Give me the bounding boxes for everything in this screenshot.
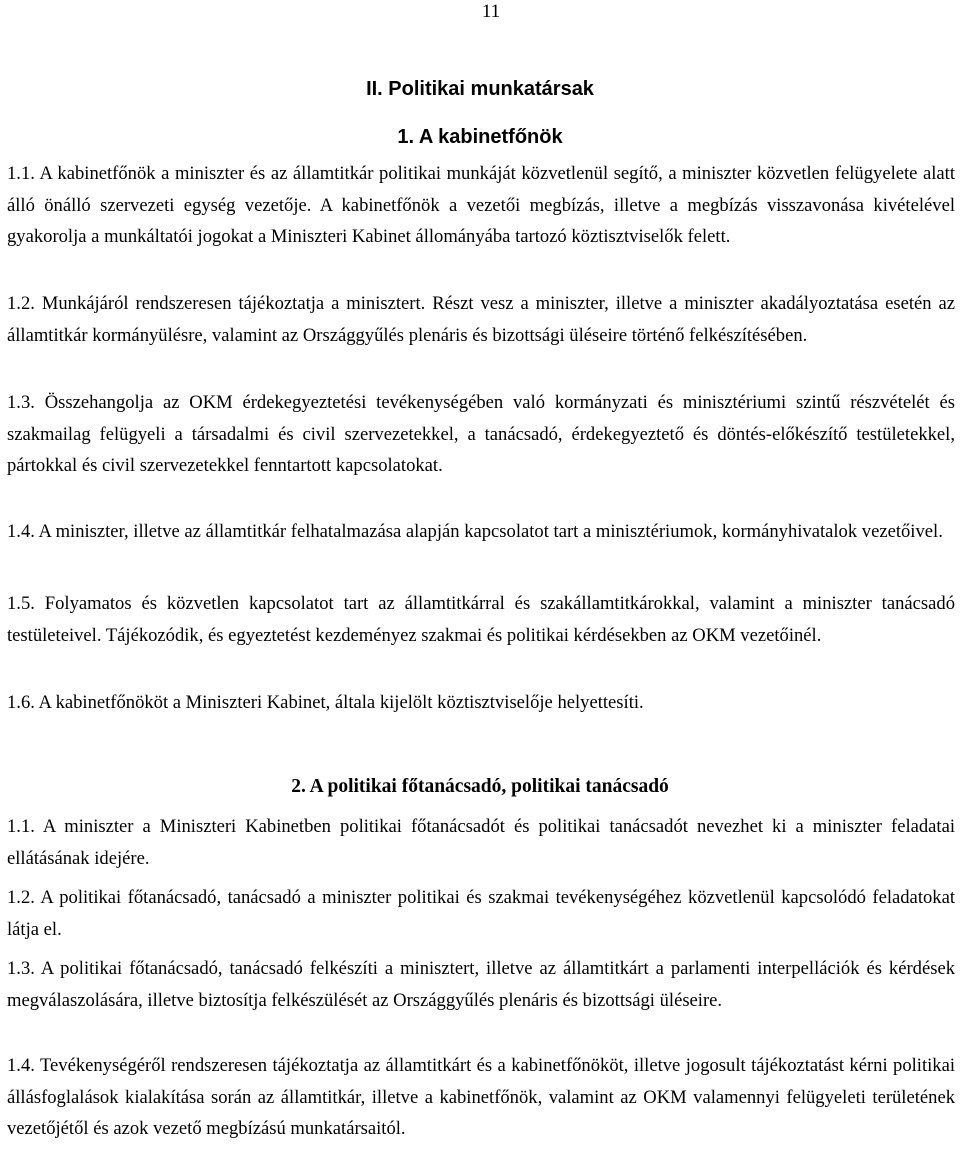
- section-1-paragraph-1-3: 1.3. Összehangolja az OKM érdekegyeztetési tevékenységében való kormányzati és minisztériumi szintű részvételét és szakmailag felügyeli a társadalmi és civil szervezetekkel, a tanácsadó, érdekegyeztető és döntés-előkészítő testületekkel, pártokkal és civil szervezetekkel fenntartott kapcsolatokat.: [7, 392, 955, 476]
- section-2-paragraph-1-3: 1.3. A politikai főtanácsadó, tanácsadó felkészíti a minisztert, illetve az államtitkárt a parlamenti interpellációk és kérdések megválaszolására, illetve biztosítja felkészülését az Országgyűlés plenáris és bizottsági üléseire.: [7, 958, 955, 1011]
- section-1-title: 1. A kabinetfőnök: [397, 126, 563, 148]
- section-2-paragraph-1-4: 1.4. Tevékenységéről rendszeresen tájékoztatja az államtitkárt és a kabinetfőnököt, illetve jogosult tájékoztatást kérni politikai állásfoglalások kialakítása során az államtitkár, illetve a kabinetfőnök, valamint az OKM valamennyi felügyeleti területének vezetőjétől és azok vezető megbízású munkatársaitól.: [7, 1055, 955, 1139]
- section-1-paragraph-1-2: 1.2. Munkájáról rendszeresen tájékoztatja a minisztert. Részt vesz a miniszter, illetve a miniszter akadályoztatása esetén az államtitkár kormányülésre, valamint az Országgyűlés plenáris és bizottsági üléseire történő felkészítésében.: [7, 293, 955, 346]
- page-number: 11: [481, 1, 501, 22]
- section-2-paragraph-1-2: 1.2. A politikai főtanácsadó, tanácsadó a miniszter politikai és szakmai tevékenységéhez közvetlenül kapcsolódó feladatokat látja el.: [7, 887, 955, 940]
- section-1-paragraph-1-5: 1.5. Folyamatos és közvetlen kapcsolatot tart az államtitkárral és szakállamtitkárokkal, valamint a miniszter tanácsadó testületeivel. Tájékozódik, és egyeztetést kezdeményez szakmai és politikai kérdésekben az OKM vezetőinél.: [7, 593, 955, 646]
- section-2-paragraph-1-1: 1.1. A miniszter a Miniszteri Kabinetben politikai főtanácsadót és politikai tanácsadót nevezhet ki a miniszter feladatai ellátásának idejére.: [7, 816, 955, 869]
- section-1-paragraph-1-6: 1.6. A kabinetfőnököt a Miniszteri Kabinet, általa kijelölt köztisztviselője helyettesíti.: [7, 692, 644, 713]
- section-2-title: 2. A politikai főtanácsadó, politikai tanácsadó: [291, 776, 669, 797]
- section-1-paragraph-1-1: 1.1. A kabinetfőnök a miniszter és az államtitkár politikai munkáját közvetlenül segítő, a miniszter közvetlen felügyelete alatt álló önálló szervezeti egység vezetője. A kabinetfőnök a vezetői megbízás, illetve a megbízás visszavonása kivételével gyakorolja a munkáltatói jogokat a Miniszteri Kabinet állományába tartozó köztisztviselők felett.: [7, 163, 955, 247]
- chapter-title: II. Politikai munkatársak: [366, 78, 594, 100]
- section-1-paragraph-1-4: 1.4. A miniszter, illetve az államtitkár felhatalmazása alapján kapcsolatot tart a minisztériumok, kormányhivatalok vezetőivel.: [7, 521, 943, 542]
